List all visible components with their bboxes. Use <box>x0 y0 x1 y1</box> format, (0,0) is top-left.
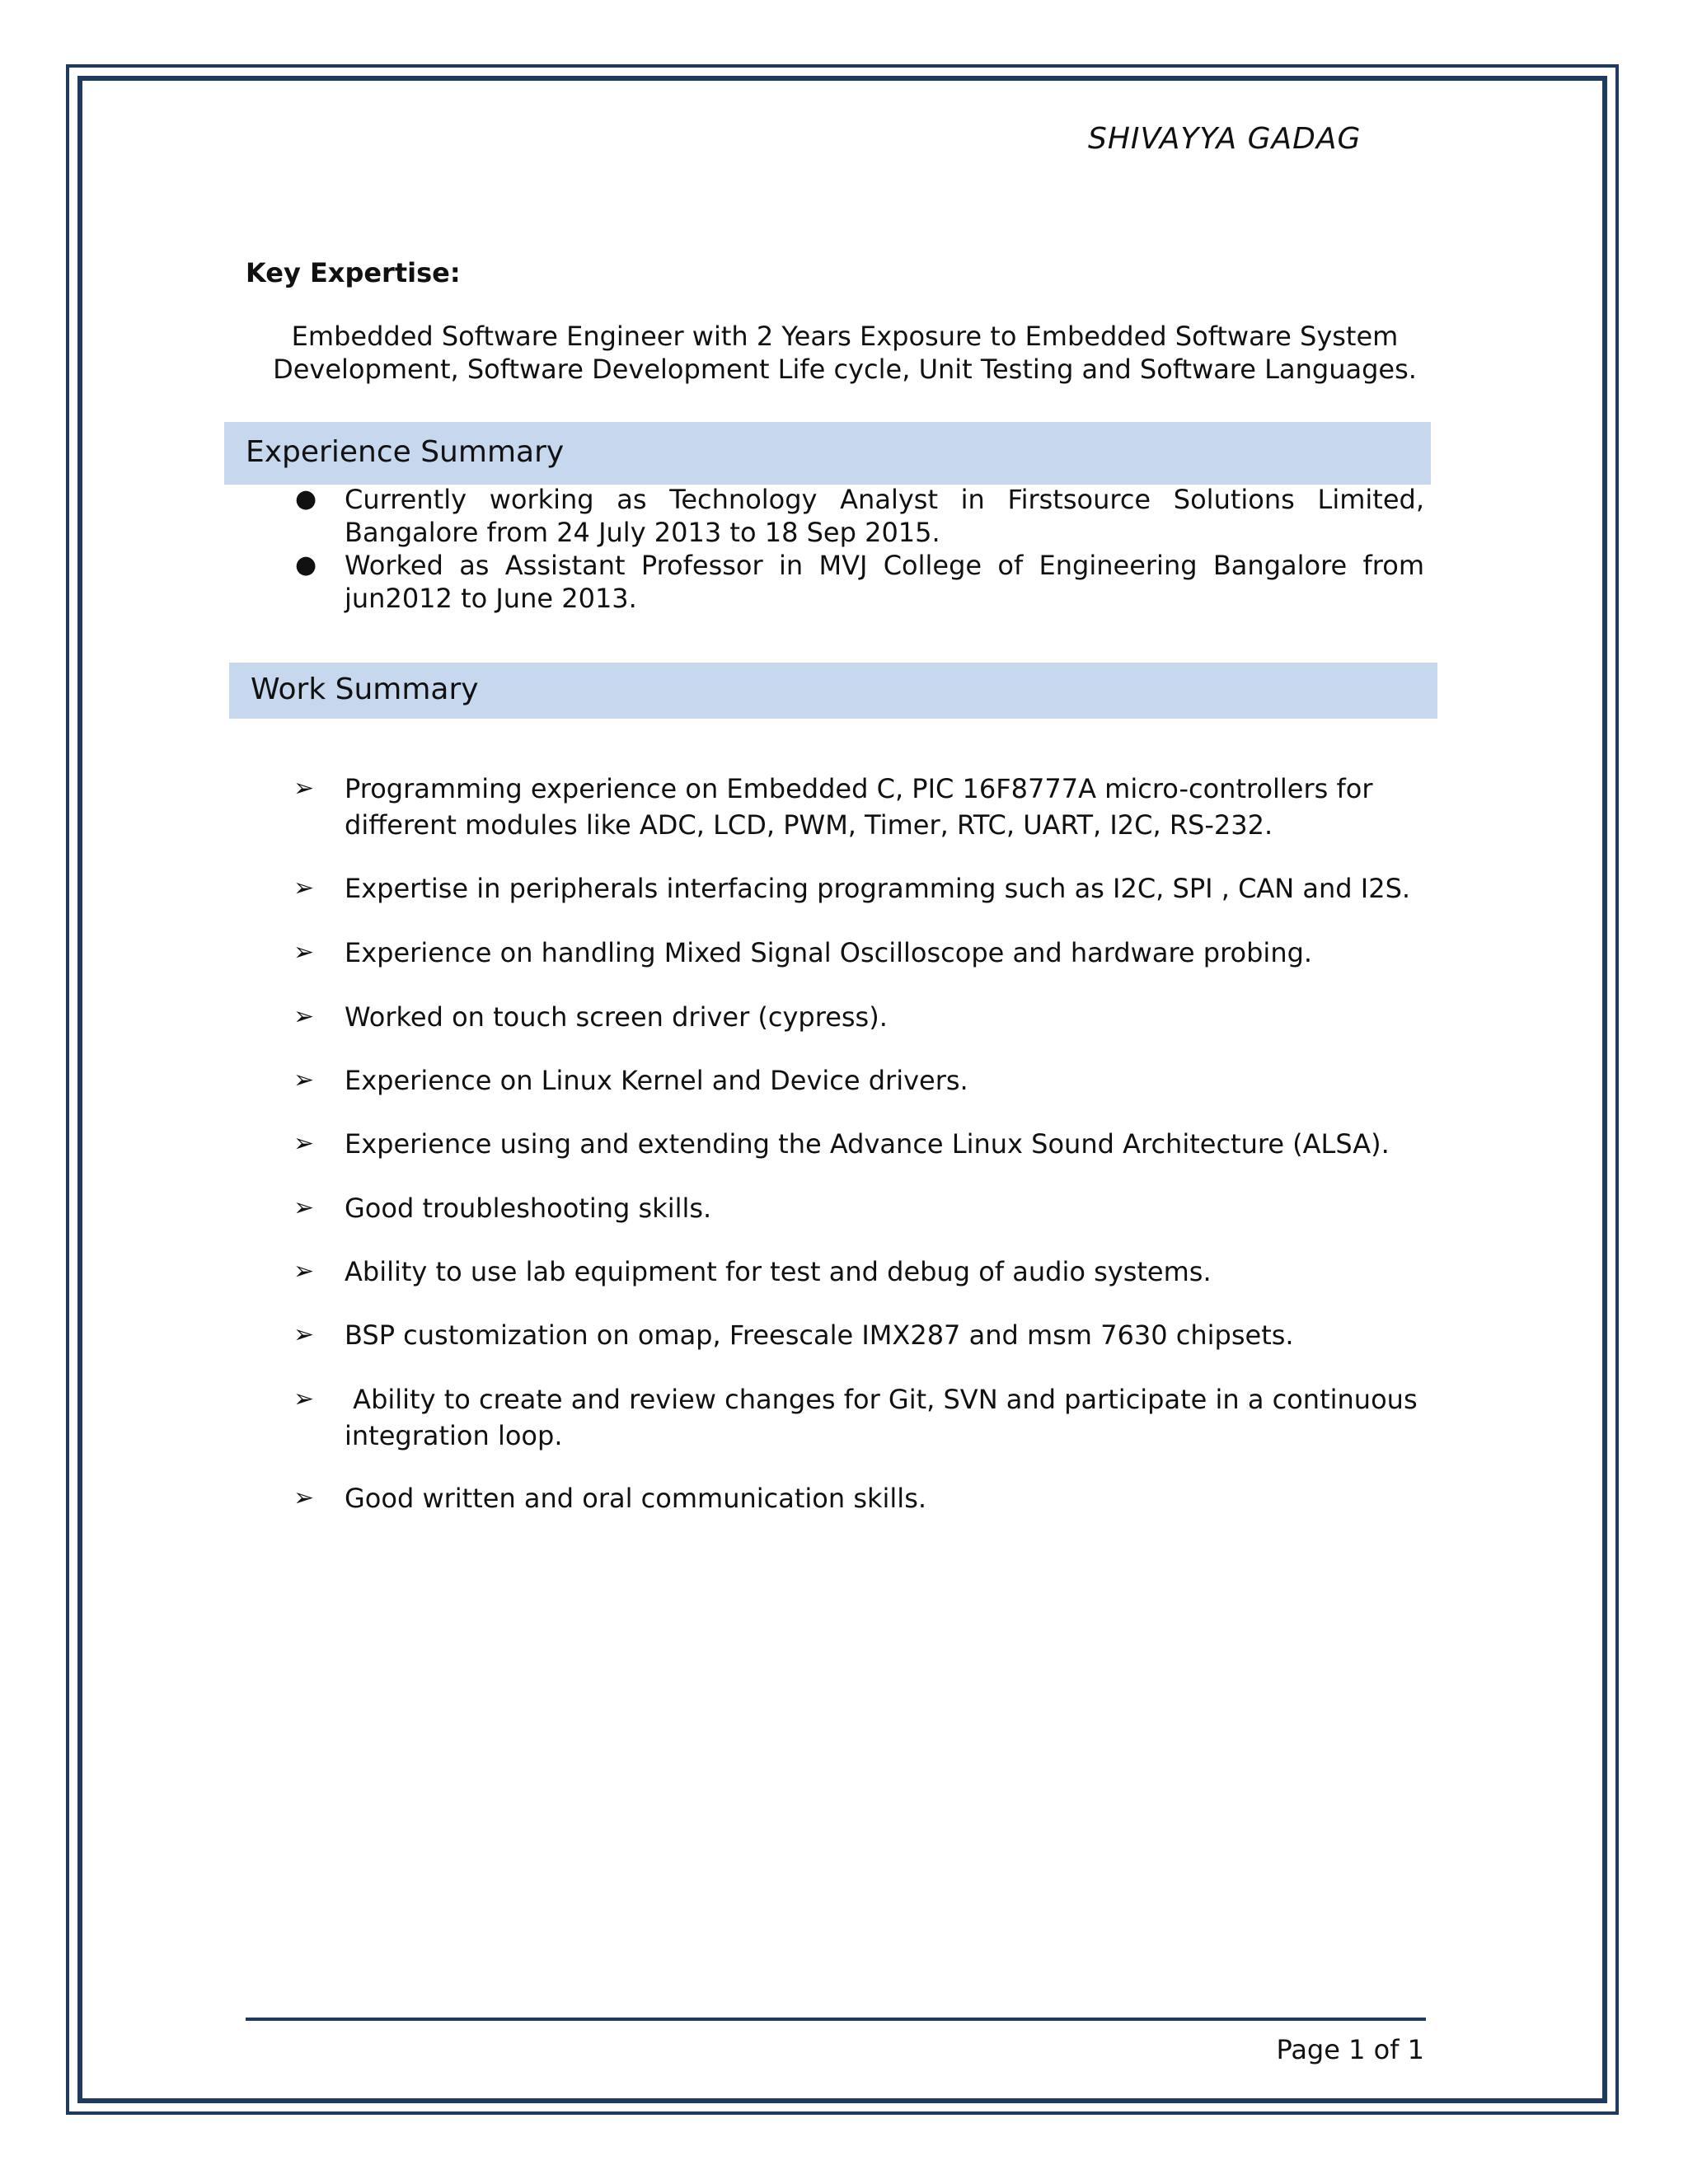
candidate-name: SHIVAYYA GADAG <box>1088 122 1362 156</box>
arrow-bullet-icon: ➢ <box>293 1320 315 1349</box>
bullet-dot-icon: ● <box>295 485 317 513</box>
page-number: Page 1 of 1 <box>1276 2034 1424 2065</box>
key-expertise-label: Key Expertise: <box>246 257 461 288</box>
work-summary-title: Work Summary <box>251 673 479 706</box>
work-item-text: Expertise in peripherals interfacing programming such as I2C, SPI , CAN and I2S. <box>345 873 1411 904</box>
work-item-text: Experience on handling Mixed Signal Oscilloscope and hardware probing. <box>345 937 1313 968</box>
work-item-text: BSP customization on omap, Freescale IMX287 and msm 7630 chipsets. <box>345 1319 1294 1351</box>
work-item-text: Experience on Linux Kernel and Device drivers. <box>345 1065 968 1096</box>
arrow-bullet-icon: ➢ <box>293 1257 315 1286</box>
arrow-bullet-icon: ➢ <box>293 1385 315 1413</box>
arrow-bullet-icon: ➢ <box>293 1193 315 1222</box>
experience-summary-title: Experience Summary <box>246 435 565 469</box>
experience-summary-header <box>224 422 1431 485</box>
footer-divider <box>246 2018 1426 2021</box>
work-item-text: Good troubleshooting skills. <box>345 1193 712 1224</box>
work-summary-header <box>229 663 1437 719</box>
experience-item-text: Worked as Assistant Professor in MVJ College of Engineering Bangalore from jun2012 to June 2013. <box>345 550 1424 614</box>
bullet-dot-icon: ● <box>295 551 317 579</box>
work-item-text: Experience using and extending the Advance Linux Sound Architecture (ALSA). <box>345 1128 1390 1160</box>
arrow-bullet-icon: ➢ <box>293 874 315 902</box>
arrow-bullet-icon: ➢ <box>293 938 315 967</box>
arrow-bullet-icon: ➢ <box>293 1129 315 1158</box>
work-item-text: Good written and oral communication skills. <box>345 1483 927 1514</box>
work-item-text: Ability to create and review changes for Git, SVN and participate in a continuous integration loop. <box>345 1384 1426 1451</box>
key-expertise-text: Embedded Software Engineer with 2 Years Exposure to Embedded Software System Development, Software Development Life cycle, Unit Testing and Software Languages. <box>273 321 1417 385</box>
experience-item-text: Currently working as Technology Analyst in Firstsource Solutions Limited, Bangalore from 24 July 2013 to 18 Sep 2015. <box>345 484 1424 548</box>
arrow-bullet-icon: ➢ <box>293 774 315 803</box>
arrow-bullet-icon: ➢ <box>293 1002 315 1031</box>
arrow-bullet-icon: ➢ <box>293 1066 315 1094</box>
work-item-text: Ability to use lab equipment for test and debug of audio systems. <box>345 1256 1212 1287</box>
work-item-text: Programming experience on Embedded C, PIC 16F8777A micro-controllers for different modules like ADC, LCD, PWM, Timer, RTC, UART, I2C, RS-232. <box>345 773 1373 841</box>
work-item-text: Worked on touch screen driver (cypress). <box>345 1001 888 1033</box>
arrow-bullet-icon: ➢ <box>293 1483 315 1512</box>
